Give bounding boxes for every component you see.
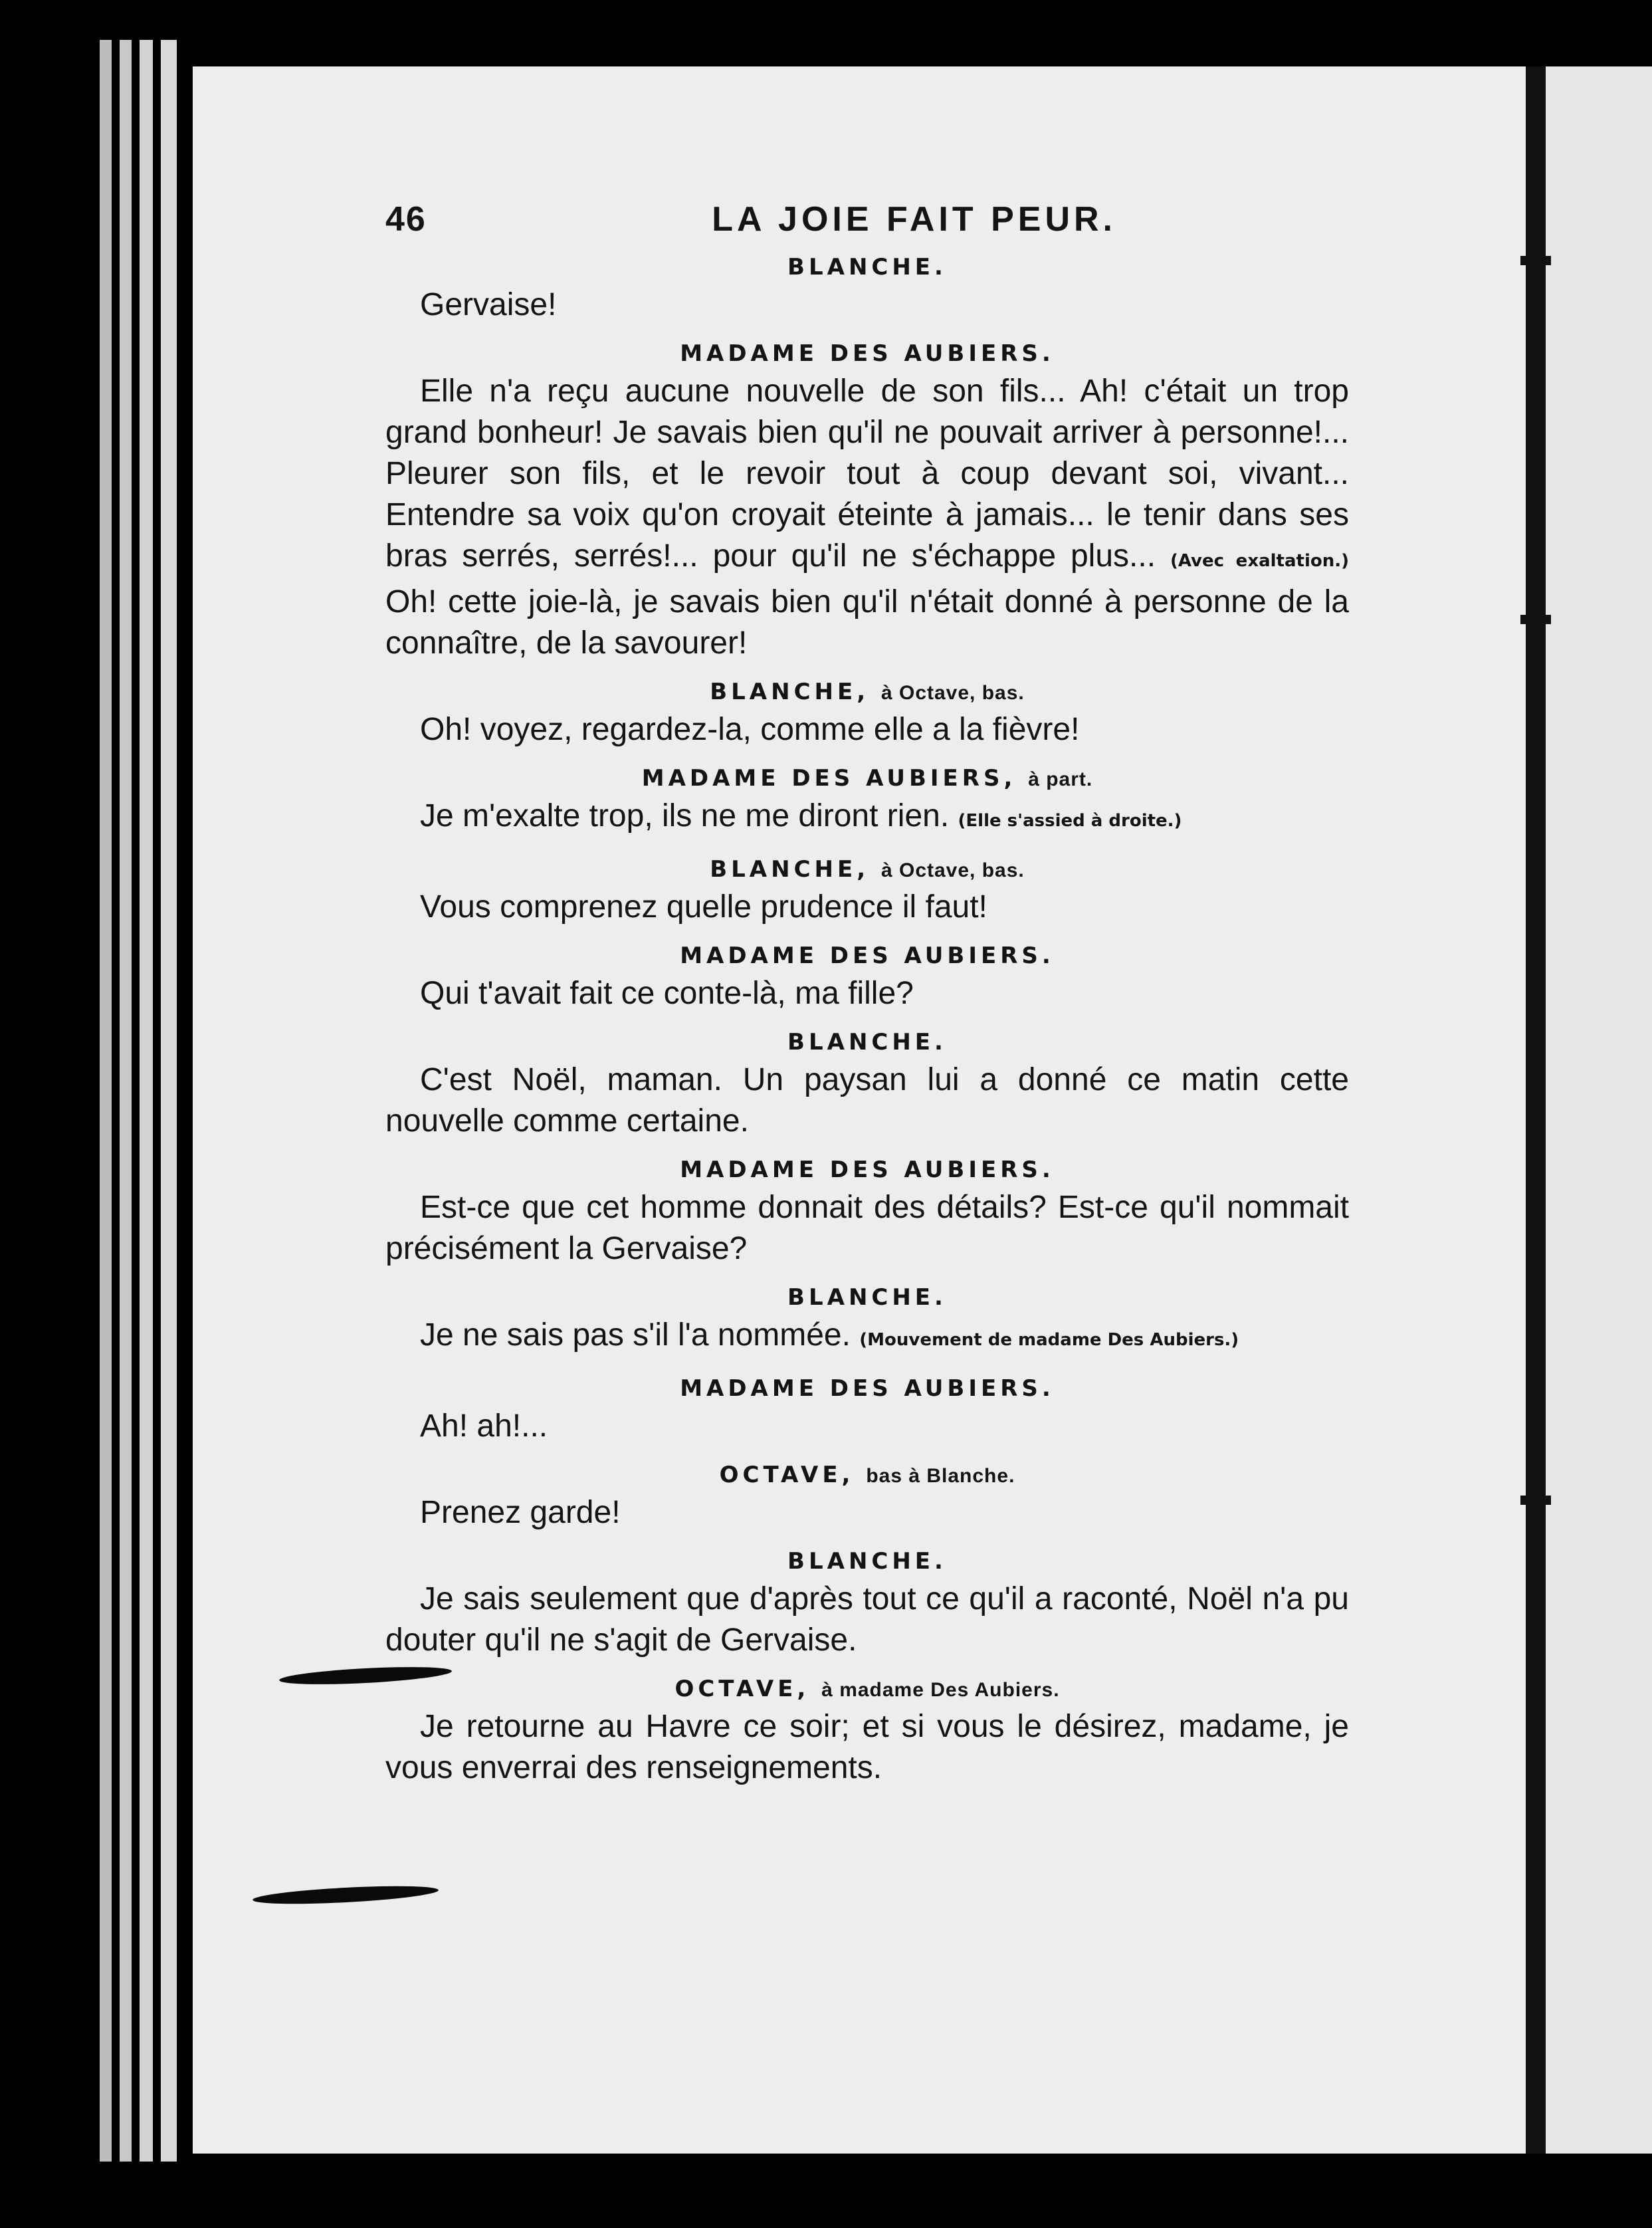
speech-text: Qui t'avait fait ce conte-là, ma fille? (420, 976, 914, 1011)
speaker-direction: à Octave, bas. (880, 859, 1025, 881)
speech-text: Est-ce que cet homme donnait des détails? Est-ce qu'il nommait précisément la Gervaise? (385, 1190, 1349, 1266)
speech-text: Je sais seulement que d'après tout ce qu'il a raconté, Noël n'a pu douter qu'il ne s'agit de Gervaise. (385, 1581, 1349, 1658)
dialogue-block (385, 1157, 1349, 1270)
speaker-name: MADAME DES AUBIERS, à part. (641, 765, 1093, 792)
dialogue-block (385, 943, 1349, 1014)
running-header (385, 199, 1116, 239)
speaker-direction: à madame Des Aubiers. (821, 1679, 1060, 1701)
dialogue-block (385, 856, 1349, 928)
speaker-name: BLANCHE. (787, 1548, 947, 1575)
speaker-name: BLANCHE. (787, 1284, 947, 1311)
speech-text: Ah! ah!... (420, 1408, 548, 1444)
page-edge (161, 40, 177, 2162)
dialogue-block (385, 1375, 1349, 1447)
speaker-name: MADAME DES AUBIERS. (680, 1375, 1055, 1402)
binding-mark (1520, 615, 1551, 624)
speech-text: Prenez garde! (420, 1495, 621, 1530)
speaker-direction: à Octave, bas. (880, 682, 1025, 704)
speaker-name: BLANCHE. (787, 254, 947, 280)
binding-mark (1520, 1496, 1551, 1505)
speaker-direction: bas à Blanche. (866, 1465, 1015, 1487)
stage-direction: (Mouvement de madame Des Aubiers.) (859, 1330, 1239, 1350)
speech-text: Je ne sais pas s'il l'a nommée. (Mouvement de madame Des Aubiers.) (420, 1317, 1239, 1353)
speaker-name: OCTAVE, bas à Blanche. (719, 1462, 1015, 1488)
speaker-direction: à part. (1028, 768, 1093, 790)
speech-text: Gervaise! (420, 287, 557, 322)
stage-direction: (Elle s'assied à droite.) (958, 811, 1182, 831)
facing-page-edge (1546, 66, 1652, 2154)
dialogue (385, 254, 1349, 1789)
dialogue-block (385, 765, 1349, 841)
speech-text: Oh! voyez, regardez-la, comme elle a la fièvre! (420, 712, 1080, 747)
dialogue-block (385, 1029, 1349, 1142)
speech-text: Je m'exalte trop, ils ne me diront rien. (Elle s'assied à droite.) (420, 798, 1182, 834)
dialogue-block (385, 1462, 1349, 1533)
speaker-name: BLANCHE, à Octave, bas. (710, 856, 1025, 883)
stage-direction: (Avec exaltation.) (1170, 551, 1349, 571)
speaker-name: MADAME DES AUBIERS. (680, 1157, 1055, 1183)
page-number: 46 (385, 200, 427, 239)
binding-mark (1520, 256, 1551, 265)
page-edge (120, 40, 132, 2162)
dialogue-block (385, 1676, 1349, 1789)
dialogue-block (385, 1284, 1349, 1361)
speech-text: Vous comprenez quelle prudence il faut! (420, 889, 987, 925)
speaker-name: BLANCHE, à Octave, bas. (710, 679, 1025, 705)
page-edge (100, 40, 112, 2162)
speaker-name: MADAME DES AUBIERS. (680, 943, 1055, 969)
speech-text: Elle n'a reçu aucune nouvelle de son fils... Ah! c'était un trop grand bonheur! Je savais bien qu'il ne pouvait arriver à personne!... Pleurer son fils, et le revoir tout à coup devant soi, vivant... Entendre sa voix qu'on croyait éteinte à jamais... le tenir dans ses bras serrés, serrés!... pour qu'il ne s'échappe plus... (Avec exaltation.) Oh! cette joie-là, je savais bien qu'il n'était donné à personne de la connaître, de la savourer! (385, 374, 1349, 661)
speaker-name: BLANCHE. (787, 1029, 947, 1056)
dialogue-block (385, 340, 1349, 664)
speaker-name: OCTAVE, à madame Des Aubiers. (674, 1676, 1060, 1702)
page-gutter (1526, 66, 1546, 2154)
page-edge (140, 40, 153, 2162)
speech-text: C'est Noël, maman. Un paysan lui a donné ce matin cette nouvelle comme certaine. (385, 1062, 1349, 1139)
dialogue-block (385, 679, 1349, 750)
running-title: LA JOIE FAIT PEUR. (712, 200, 1116, 239)
dialogue-block (385, 1548, 1349, 1661)
dialogue-block (385, 254, 1349, 326)
speaker-name: MADAME DES AUBIERS. (680, 340, 1055, 367)
speech-text: Je retourne au Havre ce soir; et si vous le désirez, madame, je vous enverrai des renseignements. (385, 1709, 1349, 1785)
page-content (385, 199, 1349, 1789)
